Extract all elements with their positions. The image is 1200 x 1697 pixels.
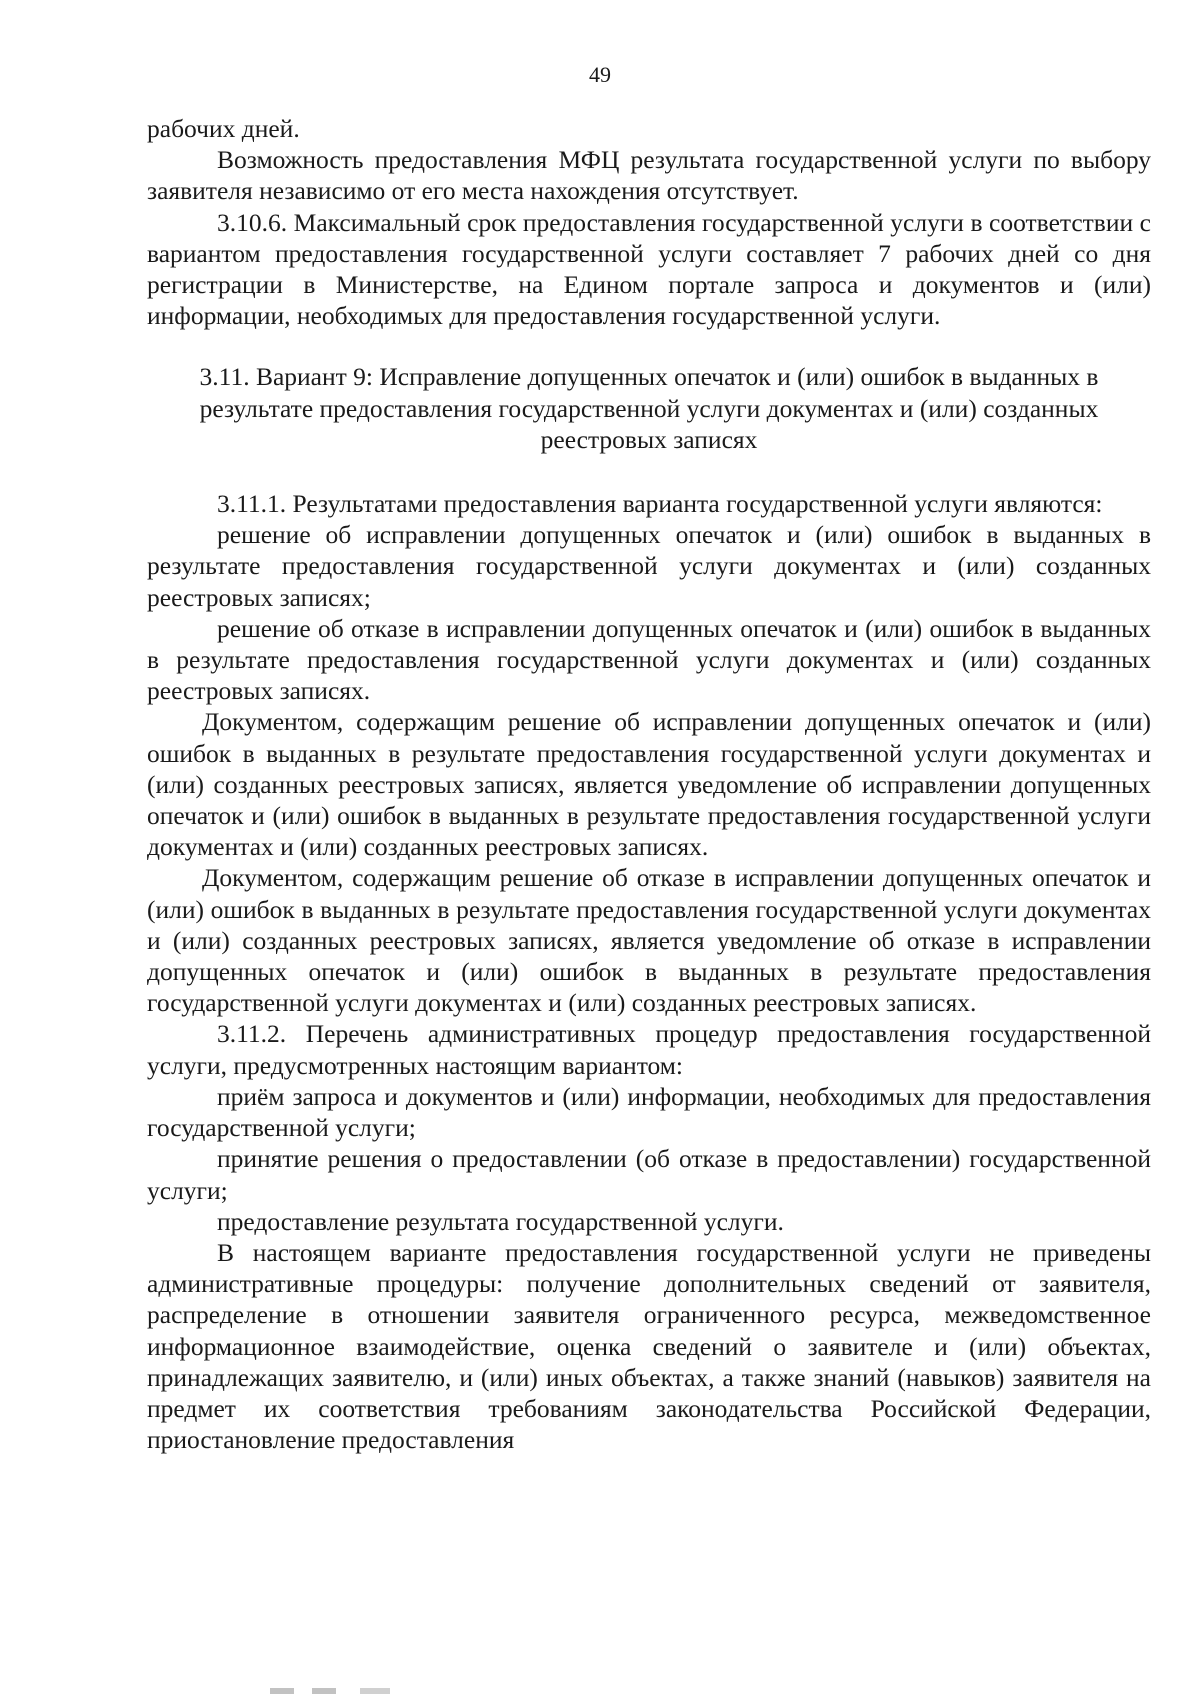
cut-off-text-fragment: [270, 1680, 570, 1694]
page-number: 49: [589, 62, 611, 87]
paragraph-correction-notice: Документом, содержащим решение об исправлении допущенных опечаток и (или) ошибок в выданных в результате предоставления государственной услуги документах и (или) созданных реестровых записях, является уведомление об исправлении допущенных опечаток и (или) ошибок в выданных в результате предоставления государственной услуги документах и (или) созданных реестровых записях.: [147, 707, 1151, 862]
list-item-request-reception: приём запроса и документов и (или) информации, необходимых для предоставления государственной услуги;: [147, 1081, 1151, 1143]
paragraph-3-11-1: 3.11.1. Результатами предоставления варианта государственной услуги являются:: [217, 489, 1103, 519]
paragraph-3-11-2: 3.11.2. Перечень административных процедур предоставления государственной услуги, предусмотренных настоящим вариантом:: [147, 1019, 1151, 1080]
paragraph-3-10-6: 3.10.6. Максимальный срок предоставления государственной услуги в соответствии с вариантом предоставления государственной услуги составляет 7 рабочих дней со дня регистрации в Министерстве, на Едином портале запроса и документов и (или) информации, необходимых для предоставления государственной услуги.: [147, 207, 1151, 331]
paragraph-decision-refusal: решение об отказе в исправлении допущенных опечаток и (или) ошибок в выданных в результате предоставления государственной услуги документах и (или) созданных реестровых записях.: [147, 613, 1151, 706]
paragraph-decision-correction: решение об исправлении допущенных опечаток и (или) ошибок в выданных в результате предоставления государственной услуги документах и (или) созданных реестровых записях;: [147, 520, 1151, 612]
list-item-result-provision: предоставление результата государственной услуги.: [217, 1206, 784, 1236]
paragraph-mfc-result: Возможность предоставления МФЦ результата государственной услуги по выбору заявителя независимо от его места нахождения отсутствует.: [147, 145, 1151, 206]
document-body: [147, 113, 1151, 1455]
list-item-decision-making: принятие решения о предоставлении (об отказе в предоставлении) государственной услуги;: [147, 1144, 1151, 1205]
paragraph-refusal-notice: Документом, содержащим решение об отказе в исправлении допущенных опечаток и (или) ошибок в выданных в результате предоставления государственной услуги документах и (или) созданных реестровых записях, является уведомление об отказе в исправлении допущенных опечаток и (или) ошибок в выданных в результате предоставления государственной услуги документах и (или) созданных реестровых записях.: [147, 863, 1151, 1018]
paragraph-omitted-procedures: В настоящем варианте предоставления государственной услуги не приведены административные процедуры: получение дополнительных сведений от заявителя, распределение в отношении заявителя ограниченного ресурса, межведомственное информационное взаимодействие, оценка сведений о заявителе и (или) объектах, принадлежащих заявителю, и (или) иных объектах, а также знаний (навыков) заявителя на предмет их соответствия требованиям законодательства Российской Федерации, приостановление предоставления: [147, 1237, 1151, 1455]
paragraph-continuation: рабочих дней.: [147, 114, 300, 143]
section-heading-3-11: 3.11. Вариант 9: Исправление допущенных опечаток и (или) ошибок в выданных в результате предоставления государственной услуги документах и (или) созданных реестровых записях: [199, 362, 1099, 454]
